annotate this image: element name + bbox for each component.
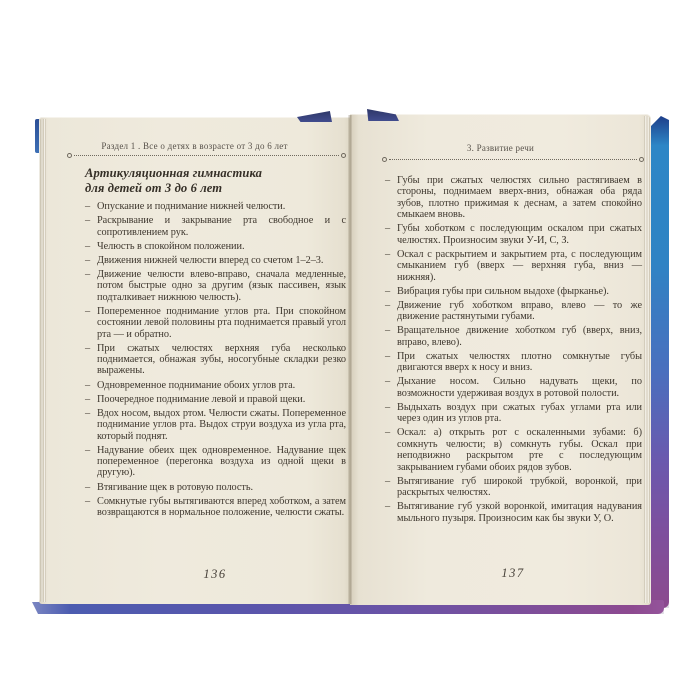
list-dash: – xyxy=(85,407,91,419)
list-item-text: Попеременное поднимание углов рта. При спокойном состоянии левой половины рта поднимается правый угол рта — и обратно. xyxy=(97,305,346,340)
list-dash: – xyxy=(85,379,91,391)
list-item-text: Опускание и поднимание нижней челюсти. xyxy=(97,201,286,212)
dotted-rule xyxy=(67,153,346,158)
list-item xyxy=(384,351,642,374)
list-item-text: Оскал: а) открыть рот с оскаленными зубами: б) сомкнуть челюсти; в) сомкнуть губы. Оскал при неподвижно раскрытом рте с последующим закрыванием губами обоих рядов зубов. xyxy=(397,427,642,473)
list-item xyxy=(84,241,346,252)
list-item-text: Вибрация губы при сильном выдохе (фырканье). xyxy=(397,285,609,297)
list-item-text: Дыхание носом. Сильно надувать щеки, по возможности удерживая воздух в ротовой полости. xyxy=(397,376,642,399)
running-head-left: Раздел 1 . Все о детях в возрасте от 3 до 6 лет xyxy=(101,141,288,151)
list-dash: – xyxy=(385,175,391,186)
list-item xyxy=(84,269,346,303)
list-dash: – xyxy=(385,401,391,413)
list-item xyxy=(384,175,642,221)
book-cover-edge-right xyxy=(651,116,669,608)
section-title-line2: для детей от 3 до 6 лет xyxy=(85,181,223,195)
list-dash: – xyxy=(385,501,391,513)
list-item-text: Вращательное движение хоботком губ (вверх, вниз, вправо, влево). xyxy=(397,325,642,348)
list-item-text: Раскрывание и закрывание рта свободное и с сопротивлением рук. xyxy=(97,215,346,238)
list-dash: – xyxy=(385,427,391,439)
list-item xyxy=(384,427,642,473)
page-stack-edge xyxy=(644,116,651,603)
list-dash: – xyxy=(85,215,91,227)
list-item-text: Движения нижней челюсти вперед со счетом 1–2–3. xyxy=(97,254,324,266)
list-item-text: Оскал с раскрытием и закрытием рта, с последующим смыканием губ (вверх — верхняя губа, вниз — нижняя). xyxy=(397,248,642,283)
list-dash: – xyxy=(85,444,91,456)
list-dash: – xyxy=(85,342,91,354)
list-item xyxy=(384,376,642,399)
list-item xyxy=(84,482,346,493)
list-item-text: Сомкнутые губы вытягиваются вперед хоботком, а затем возвращаются в нормальное положение, челюсти сжаты. xyxy=(97,495,346,518)
list-item xyxy=(84,380,346,391)
list-item xyxy=(84,394,346,405)
list-item xyxy=(84,496,346,519)
list-item-text: Челюсть в спокойном положении. xyxy=(97,240,245,252)
list-item xyxy=(384,476,642,499)
list-dash: – xyxy=(85,393,91,405)
list-dash: – xyxy=(85,305,91,317)
book-cover-top-notch-left xyxy=(297,111,332,122)
list-item-text: Надувание обеих щек одновременное. Надувание щек попеременное (перегонка воздуха из одной щеки в другую). xyxy=(97,444,346,479)
exercise-list-right xyxy=(384,175,642,527)
list-dash: – xyxy=(85,240,91,252)
list-item xyxy=(84,343,346,377)
list-item xyxy=(84,408,346,442)
book-cover-top-notch-right xyxy=(367,109,399,121)
list-item xyxy=(384,325,642,348)
section-title xyxy=(85,166,262,196)
section-title-line1: Артикуляционная гимнастика xyxy=(85,166,263,180)
list-item xyxy=(384,300,642,323)
list-item-text: Движение губ хоботком вправо, влево — то же движение растянутыми губами. xyxy=(397,299,642,323)
list-dash: – xyxy=(385,376,391,388)
list-dash: – xyxy=(85,495,91,507)
running-head-right: 3. Развитие речи xyxy=(466,143,535,153)
exercise-list-left xyxy=(84,201,346,521)
list-dash: – xyxy=(85,254,91,266)
list-item xyxy=(384,249,642,283)
list-item xyxy=(84,215,346,238)
list-dash: – xyxy=(85,481,91,493)
list-dash: – xyxy=(385,248,391,260)
dotted-rule xyxy=(382,157,644,162)
list-item xyxy=(84,201,346,212)
list-item xyxy=(84,445,346,479)
list-item-text: Втягивание щек в ротовую полость. xyxy=(97,481,254,493)
right-page xyxy=(350,114,651,605)
rule-dotted-line xyxy=(74,155,339,156)
list-dash: – xyxy=(385,475,391,487)
page-number-right: 137 xyxy=(501,566,525,580)
list-dash: – xyxy=(85,201,91,212)
page-number-left: 136 xyxy=(203,567,227,581)
list-item xyxy=(384,286,642,297)
list-item-text: При сжатых челюстях верхняя губа несколько поднимается, обнажая зубы, носогубные складки резко выражены. xyxy=(97,342,346,377)
list-dash: – xyxy=(385,350,391,362)
list-item xyxy=(384,501,642,524)
list-dash: – xyxy=(385,223,391,235)
list-item-text: Одновременное поднимание обоих углов рта. xyxy=(97,379,296,391)
rule-end-circle xyxy=(341,153,346,158)
list-item-text: При сжатых челюстях плотно сомкнутые губы двигаются вверх к носу и вниз. xyxy=(397,350,642,374)
rule-end-circle xyxy=(382,157,387,162)
list-dash: – xyxy=(385,285,391,297)
rule-end-circle xyxy=(67,153,72,158)
list-dash: – xyxy=(385,299,391,311)
list-item xyxy=(384,402,642,425)
list-item-text: Губы при сжатых челюстях сильно растягиваем в стороны, поднимаем вверх-вниз, обнажая оба ряда зубов, плотно прижимая к деснам, а затем спокойно смыкаем вновь. xyxy=(397,175,642,221)
rule-end-circle xyxy=(639,157,644,162)
left-page xyxy=(39,117,350,604)
list-dash: – xyxy=(85,268,91,280)
list-item-text: Вытягивание губ широкой трубкой, воронкой, при раскрытых челюстях. xyxy=(397,475,642,499)
list-item-text: Вдох носом, выдох ртом. Челюсти сжаты. Попеременное поднимание углов рта. Выдох струи воздуха из угла рта, который поднят. xyxy=(97,407,346,442)
list-item-text: Губы хоботком с последующим оскалом при сжатых челюстях. Произносим звуки У-И, С, З. xyxy=(397,223,642,246)
list-item xyxy=(84,306,346,340)
list-item xyxy=(84,255,346,266)
list-item-text: Вытягивание губ узкой воронкой, имитация надувания мыльного пузыря. Произносим как бы звуки У, О. xyxy=(397,501,642,524)
list-dash: – xyxy=(385,325,391,337)
page-gutter xyxy=(348,115,352,604)
list-item-text: Движение челюсти влево-вправо, сначала медленные, потом быстрые одно за другим (язык пассивен, язык подталкивает нижнюю челюсть). xyxy=(97,268,346,303)
page-stack-edge xyxy=(39,119,46,602)
list-item xyxy=(384,223,642,246)
rule-dotted-line xyxy=(389,159,637,160)
list-item-text: Выдыхать воздух при сжатых губах углами рта или через один из углов рта. xyxy=(397,401,642,425)
list-item-text: Поочередное поднимание левой и правой щеки. xyxy=(97,393,306,405)
